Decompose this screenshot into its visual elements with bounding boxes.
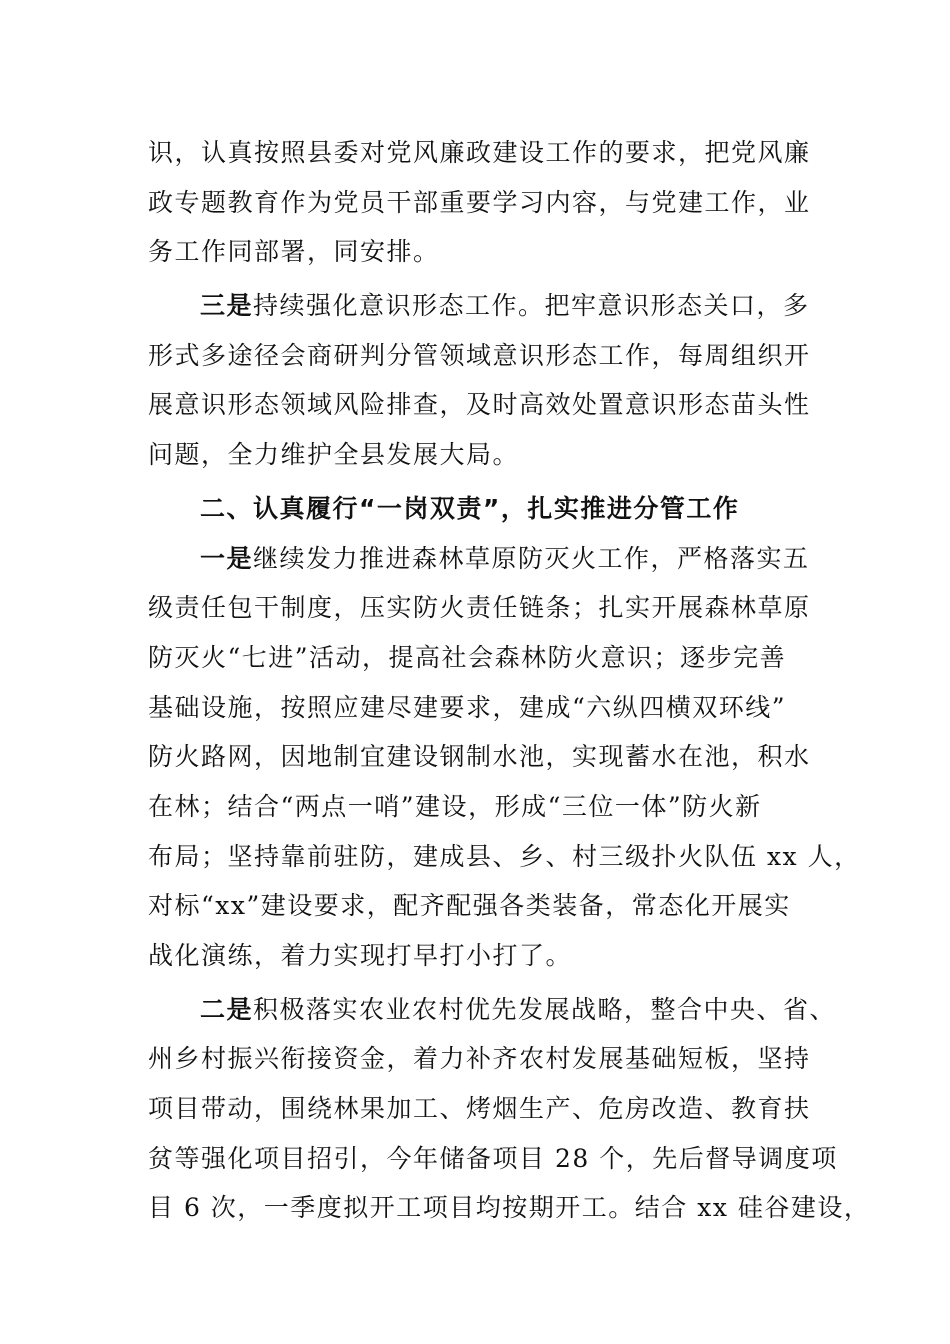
text-line: 对标“xx”建设要求，配齐配强各类装备，常态化开展实 [148, 891, 791, 921]
document-body [148, 128, 871, 1233]
text-line [148, 985, 837, 1035]
text-line: 防火路网，因地制宜建设钢制水池，实现蓄水在池，积水 [148, 742, 811, 772]
paragraph-forest-fire-prevention [148, 534, 861, 981]
paragraph-first-line-text: 积极落实农业农村优先发展战略，整合中央、省、 [253, 994, 837, 1024]
paragraph-lead: 三是 [200, 291, 254, 321]
text-line: 问题，全力维护全县发展大局。 [148, 440, 520, 470]
paragraph-lead: 一是 [200, 543, 254, 573]
text-line: 防灭火“七进”活动，提高社会森林防火意识；逐步完善 [148, 642, 787, 672]
paragraph-first-line-text: 持续强化意识形态工作。把牢意识形态关口，多 [253, 291, 810, 321]
text-line: 战化演练，着力实现打早打小打了。 [148, 941, 573, 970]
paragraph-party-conduct [148, 128, 811, 277]
section-heading: 二、认真履行“一岗双责”，扎实推进分管工作 [200, 493, 740, 523]
text-line: 展意识形态领域风险排查，及时高效处置意识形态苗头性 [148, 390, 811, 420]
paragraph-lead: 二是 [200, 994, 254, 1024]
paragraph-rural-development [148, 985, 871, 1233]
text-line: 在林；结合“两点一哨”建设，形成“三位一体”防火新 [148, 791, 762, 821]
text-line: 目 6 次，一季度拟开工项目均按期开工。结合 xx 硅谷建设， [148, 1193, 871, 1223]
text-line: 识，认真按照县委对党风廉政建设工作的要求，把党风廉 [148, 138, 811, 167]
text-line: 级责任包干制度，压实防火责任链条；扎实开展森林草原 [148, 593, 811, 623]
text-line: 贫等强化项目招引，今年储备项目 28 个，先后督导调度项 [148, 1143, 838, 1173]
paragraph-first-line-text: 继续发力推进森林草原防灭火工作，严格落实五 [253, 543, 810, 573]
text-line: 布局；坚持靠前驻防，建成县、乡、村三级扑火队伍 xx 人， [148, 841, 861, 871]
text-line: 政专题教育作为党员干部重要学习内容，与党建工作，业 [148, 187, 811, 217]
text-line: 基础设施，按照应建尽建要求，建成“六纵四横双环线” [148, 692, 787, 722]
text-line [148, 534, 808, 584]
text-line: 形式多途径会商研判分管领域意识形态工作，每周组织开 [148, 340, 811, 370]
text-line: 项目带动，围绕林果加工、烤烟生产、危房改造、教育扶 [148, 1094, 811, 1124]
paragraph-ideology-work [148, 281, 811, 480]
text-line: 务工作同部署，同安排。 [148, 237, 440, 267]
text-line [148, 281, 808, 331]
text-line: 州乡村振兴衔接资金，着力补齐农村发展基础短板，坚持 [148, 1044, 811, 1074]
